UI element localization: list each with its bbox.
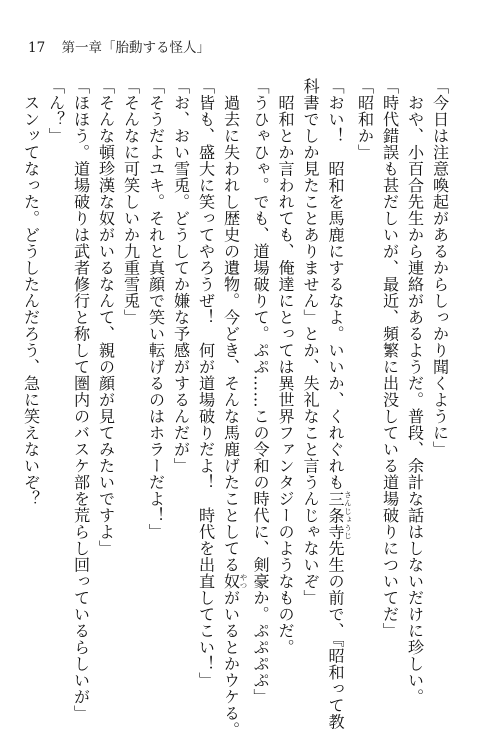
name-ruby [326, 491, 345, 541]
text-line-17: スンッてなった。どうしたんだろう、急に笑えないぞ？ [18, 78, 43, 663]
page-number: 17 [28, 40, 45, 56]
ruby-reading-name: さんじょうじ [344, 491, 353, 541]
text-line-6: 科書でしか見たことありません」とか、失礼なこと言うんじゃないぞ」 [298, 78, 323, 663]
line-8-text: 「うひゃひゃ。でも、道場破りて。ぷぷ……この令和の時代に、剣豪か。ぷぷぷぷ」 [251, 78, 270, 705]
text-line-12: 「そうだよユキ。それと真顔で笑い転げるのはホラーだよ！」 [143, 78, 168, 663]
line-5-after: 先生の前で、『昭和って教 [326, 540, 345, 730]
text-line-7: 昭和とか言われても、俺達にとっては異世界ファンタジーのようなものだ。 [273, 78, 298, 663]
text-line-8 [248, 78, 273, 663]
running-header [28, 36, 210, 58]
text-line-2: おや、小百合先生から連絡があるようだ。普段、余計な話はしないだけに珍しい。 [402, 78, 427, 663]
text-line-4: 「昭和か」 [352, 78, 377, 663]
line-9-before: 過去に失われし歴史の遺物。今どき、そんな馬鹿げたことしてる [221, 78, 240, 573]
text-line-1: 「今日は注意喚起があるからしっかり聞くように」 [427, 78, 452, 663]
yatsu-ruby [221, 573, 240, 590]
vertical-body-text [18, 78, 452, 663]
chapter-title: 第一章「胎動する怪人」 [61, 40, 210, 56]
ruby-base-yatsu: 奴 [221, 573, 240, 590]
text-line-13: 「そんなに可笑しいか九重雪兎」 [118, 78, 143, 663]
ruby-base-name: 三条寺 [326, 491, 345, 541]
line-9-after: がいるとかウケる。 [221, 590, 240, 738]
text-line-11: 「お、おい雪兎。どうしてか嫌な予感がするんだが」 [168, 78, 193, 663]
ruby-reading-yatsu: やつ [239, 573, 248, 590]
text-line-3: 「時代錯誤も甚だしいが、最近、頻繁に出没している道場破りについてだ」 [377, 78, 402, 663]
line-5-before: 「おい！ 昭和を馬鹿にするなよ。いいか、くれぐれも [326, 78, 345, 491]
text-line-14: 「そんな頓珍漢な奴がいるなんて、親の顔が見てみたいですよ」 [93, 78, 118, 663]
text-line-9 [218, 78, 248, 663]
text-line-15: 「ほほう。道場破りは武者修行と称して圏内のバスケ部を荒らし回っているらしいが」 [68, 78, 93, 663]
text-line-5 [323, 78, 353, 663]
text-line-16: 「ん？」 [43, 78, 68, 663]
text-line-10: 「皆も、盛大に笑ってやろうぜ！ 何が道場破りだよ！ 時代を出直してこい！」 [193, 78, 218, 663]
